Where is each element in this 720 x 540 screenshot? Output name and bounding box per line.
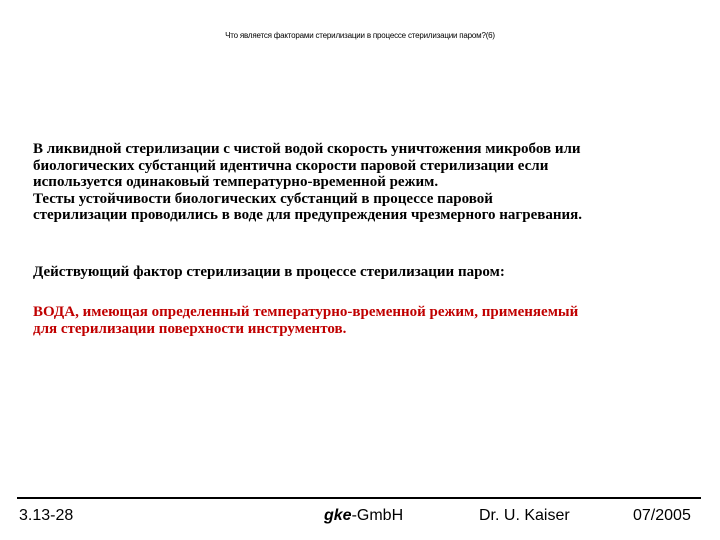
footer-divider [17,497,701,499]
footer-author: Dr. U. Kaiser [479,507,570,524]
paragraph-line: Действующий фактор стерилизации в процессе стерилизации паром: [33,264,505,280]
paragraph-water-highlight [33,304,703,337]
paragraph-active-factor [33,264,703,281]
footer-company [324,507,403,525]
paragraph-line: для стерилизации поверхности инструментов. [33,320,347,337]
footer-date: 07/2005 [633,507,691,524]
paragraph-line: В ликвидной стерилизации с чистой водой скорость уничтожения микробов или [33,141,581,157]
company-suffix: -GmbH [351,507,404,524]
slide-header-title: Что является факторами стерилизации в процессе стерилизации паром?(6) [225,31,495,40]
paragraph-line: стерилизации проводились в воде для предупреждения чрезмерного нагревания. [33,207,582,223]
paragraph-line: ВОДА, имеющая определенный температурно-временной режим, применяемый [33,304,579,320]
paragraph-line: Тесты устойчивости биологических субстанций в процессе паровой [33,190,493,207]
paragraph-line: биологических субстанций идентична скорости паровой стерилизации если [33,157,549,174]
company-brand: gke [324,507,352,524]
paragraph-sterilization-explanation [33,141,703,224]
footer-slide-number: 3.13-28 [19,507,74,524]
paragraph-line: используется одинаковый температурно-временной режим. [33,174,439,190]
